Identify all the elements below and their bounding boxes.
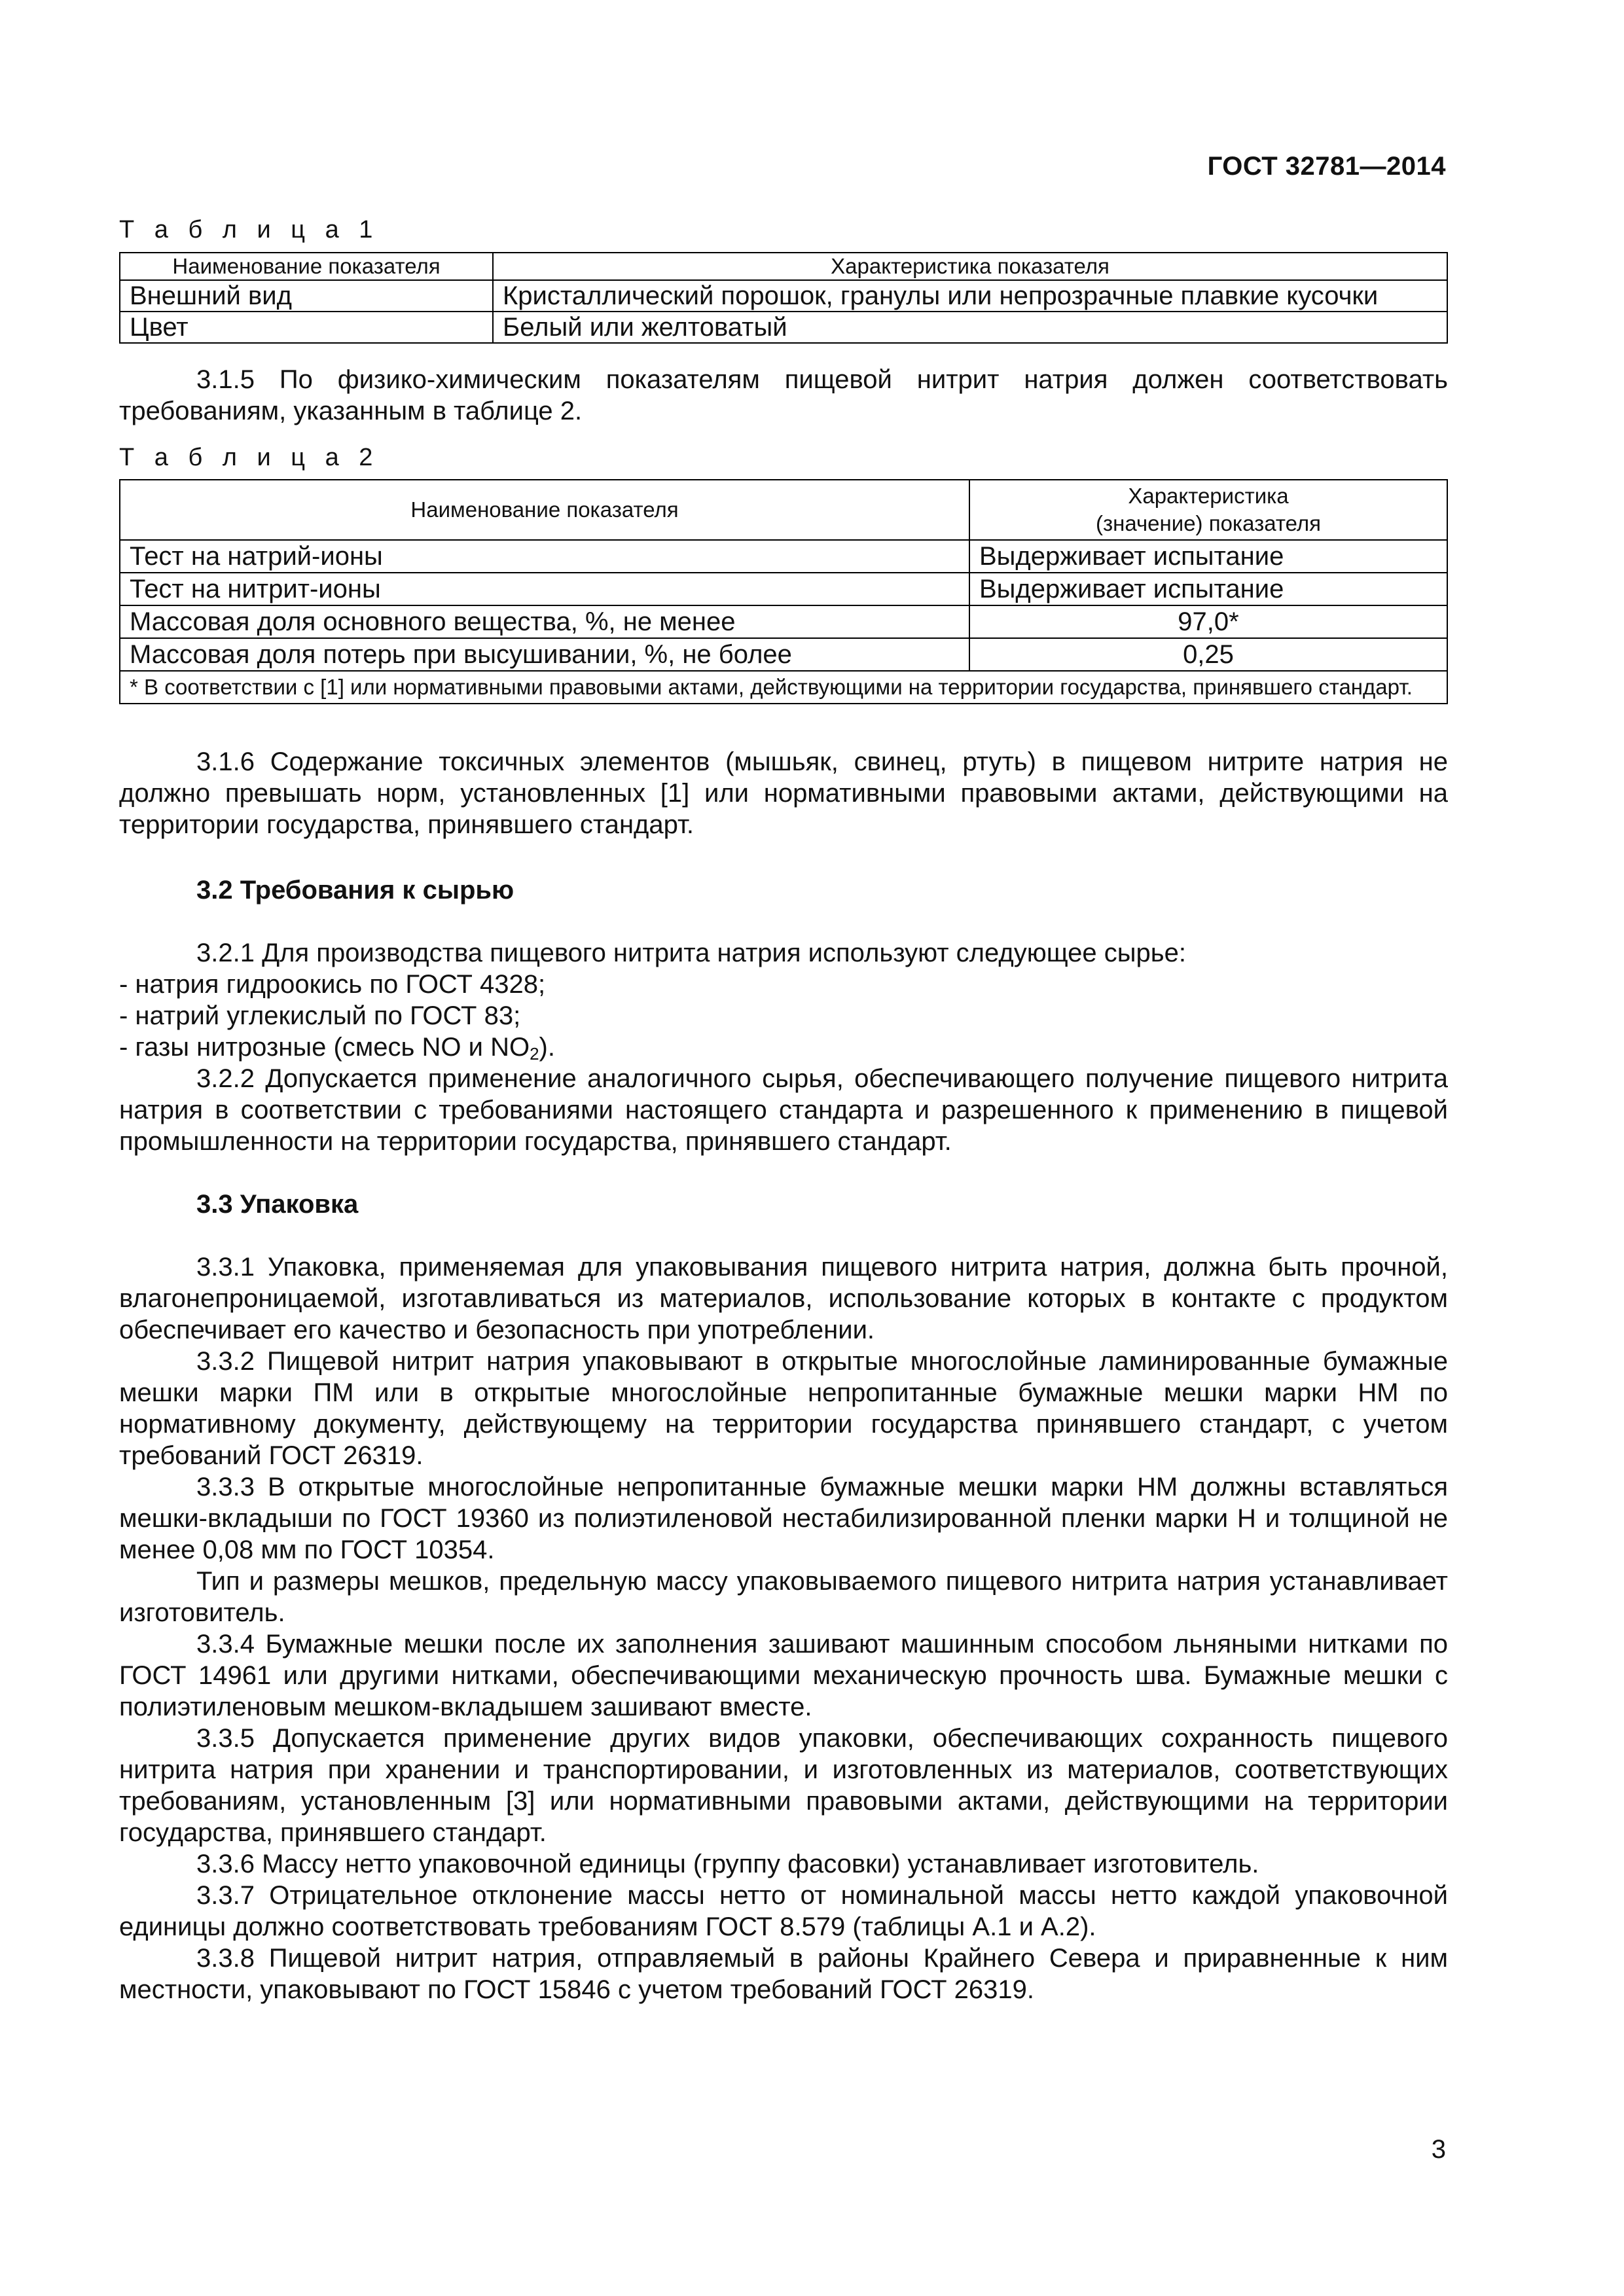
table1-cell: Кристаллический порошок, гранулы или непрозрачные плавкие кусочки	[493, 280, 1447, 312]
table1-header-char: Характеристика показателя	[493, 253, 1447, 280]
table2-header-char-line2: (значение) показателя	[1096, 511, 1321, 535]
table2-header-name: Наименование показателя	[120, 480, 969, 540]
gas-item-text: - газы нитрозные (смесь NO и NO	[119, 1033, 530, 1062]
paragraph-types-sizes: Тип и размеры мешков, предельную массу упаковываемого пищевого нитрита натрия устанавливает изготовитель.	[119, 1567, 1448, 1627]
standard-code: ГОСТ 32781—2014	[1207, 152, 1446, 181]
table2-header-char	[969, 480, 1447, 540]
page-number: 3	[1431, 2135, 1446, 2164]
list-item: - натрия гидроокись по ГОСТ 4328;	[119, 970, 546, 999]
section-3-3-title: 3.3 Упаковка	[196, 1190, 359, 1219]
table2-cell: Выдерживает испытание	[969, 540, 1447, 573]
table1	[119, 252, 1448, 344]
table2-cell: Массовая доля потерь при высушивании, %, не более	[120, 638, 969, 671]
table2-cell: 0,25	[969, 638, 1447, 671]
gas-item-suffix: ).	[539, 1033, 555, 1062]
paragraph-3-3-6: 3.3.6 Массу нетто упаковочной единицы (группу фасовки) устанавливает изготовитель.	[196, 1850, 1259, 1878]
paragraph-3-2-2: 3.2.2 Допускается применение аналогичного сырья, обеспечивающего получение пищевого нитрита натрия в соответствии с требованиями настоящего стандарта и разрешенного к применению в пищевой промышленности на территории государства, принявшего стандарт.	[119, 1064, 1448, 1156]
table1-cell: Белый или желтоватый	[493, 312, 1447, 343]
table2-cell: Выдерживает испытание	[969, 573, 1447, 605]
paragraph-3-1-6: 3.1.6 Содержание токсичных элементов (мышьяк, свинец, ртуть) в пищевом нитрите натрия не должно превышать норм, установленных [1] или нормативными правовыми актами, действующими на территории государства, принявшего стандарт.	[119, 747, 1448, 839]
table2-footnote: * В соответствии с [1] или нормативными правовыми актами, действующими на территории государства, принявшего стандарт.	[120, 671, 1447, 704]
table2-cell: Тест на натрий-ионы	[120, 540, 969, 573]
table2-cell: 97,0*	[969, 605, 1447, 638]
table2-caption: Т а б л и ц а 2	[119, 444, 380, 471]
paragraph-3-3-7: 3.3.7 Отрицательное отклонение массы нетто от номинальной массы нетто каждой упаковочной единицы должно соответствовать требованиям ГОСТ 8.579 (таблицы А.1 и А.2).	[119, 1881, 1448, 1941]
paragraph-3-3-3: 3.3.3 В открытые многослойные непропитанные бумажные мешки марки НМ должны вставляться мешки-вкладыши по ГОСТ 19360 из полиэтиленовой нестабилизированной пленки марки Н и толщиной не менее 0,08 мм по ГОСТ 10354.	[119, 1473, 1448, 1564]
paragraph-3-3-2: 3.3.2 Пищевой нитрит натрия упаковывают в открытые многослойные ламинированные бумажные мешки марки ПМ или в открытые многослойные непропитанные бумажные мешки марки НМ по нормативному документу, действующему на территории государства принявшего стандарт, с учетом требований ГОСТ 26319.	[119, 1347, 1448, 1470]
table1-caption: Т а б л и ц а 1	[119, 216, 380, 243]
paragraph-3-3-5: 3.3.5 Допускается применение других видов упаковки, обеспечивающих сохранность пищевого нитрита натрия при хранении и транспортировании, и изготовленных из материалов, соответствующих требованиям, установленным [3] или нормативными правовыми актами, действующими на территории государства, принявшего стандарт.	[119, 1724, 1448, 1847]
paragraph-3-3-8: 3.3.8 Пищевой нитрит натрия, отправляемый в районы Крайнего Севера и приравненные к ним местности, упаковывают по ГОСТ 15846 с учетом требований ГОСТ 26319.	[119, 1944, 1448, 2004]
table2-header-char-line1: Характеристика	[1128, 484, 1289, 508]
paragraph-3-3-1: 3.3.1 Упаковка, применяемая для упаковывания пищевого нитрита натрия, должна быть прочной, влагонепроницаемой, изготавливаться из материалов, использование которых в контакте с продуктом обеспечивает его качество и безопасность при употреблении.	[119, 1253, 1448, 1344]
paragraph-3-1-5: 3.1.5 По физико-химическим показателям пищевой нитрит натрия должен соответствовать требованиям, указанным в таблице 2.	[119, 365, 1448, 425]
table2-cell: Тест на нитрит-ионы	[120, 573, 969, 605]
table1-header-name: Наименование показателя	[120, 253, 493, 280]
table1-cell: Цвет	[120, 312, 493, 343]
table2	[119, 479, 1448, 704]
paragraph-3-2-1: 3.2.1 Для производства пищевого нитрита натрия используют следующее сырье:	[196, 939, 1186, 967]
gas-item-subscript: 2	[530, 1044, 539, 1064]
table2-cell: Массовая доля основного вещества, %, не менее	[120, 605, 969, 638]
list-item: - натрий углекислый по ГОСТ 83;	[119, 1001, 521, 1030]
section-3-2-title: 3.2 Требования к сырью	[196, 876, 514, 905]
table1-cell: Внешний вид	[120, 280, 493, 312]
paragraph-3-3-4: 3.3.4 Бумажные мешки после их заполнения зашивают машинным способом льняными нитками по ГОСТ 14961 или другими нитками, обеспечивающими механическую прочность шва. Бумажные мешки с полиэтиленовым мешком-вкладышем зашивают вместе.	[119, 1630, 1448, 1721]
